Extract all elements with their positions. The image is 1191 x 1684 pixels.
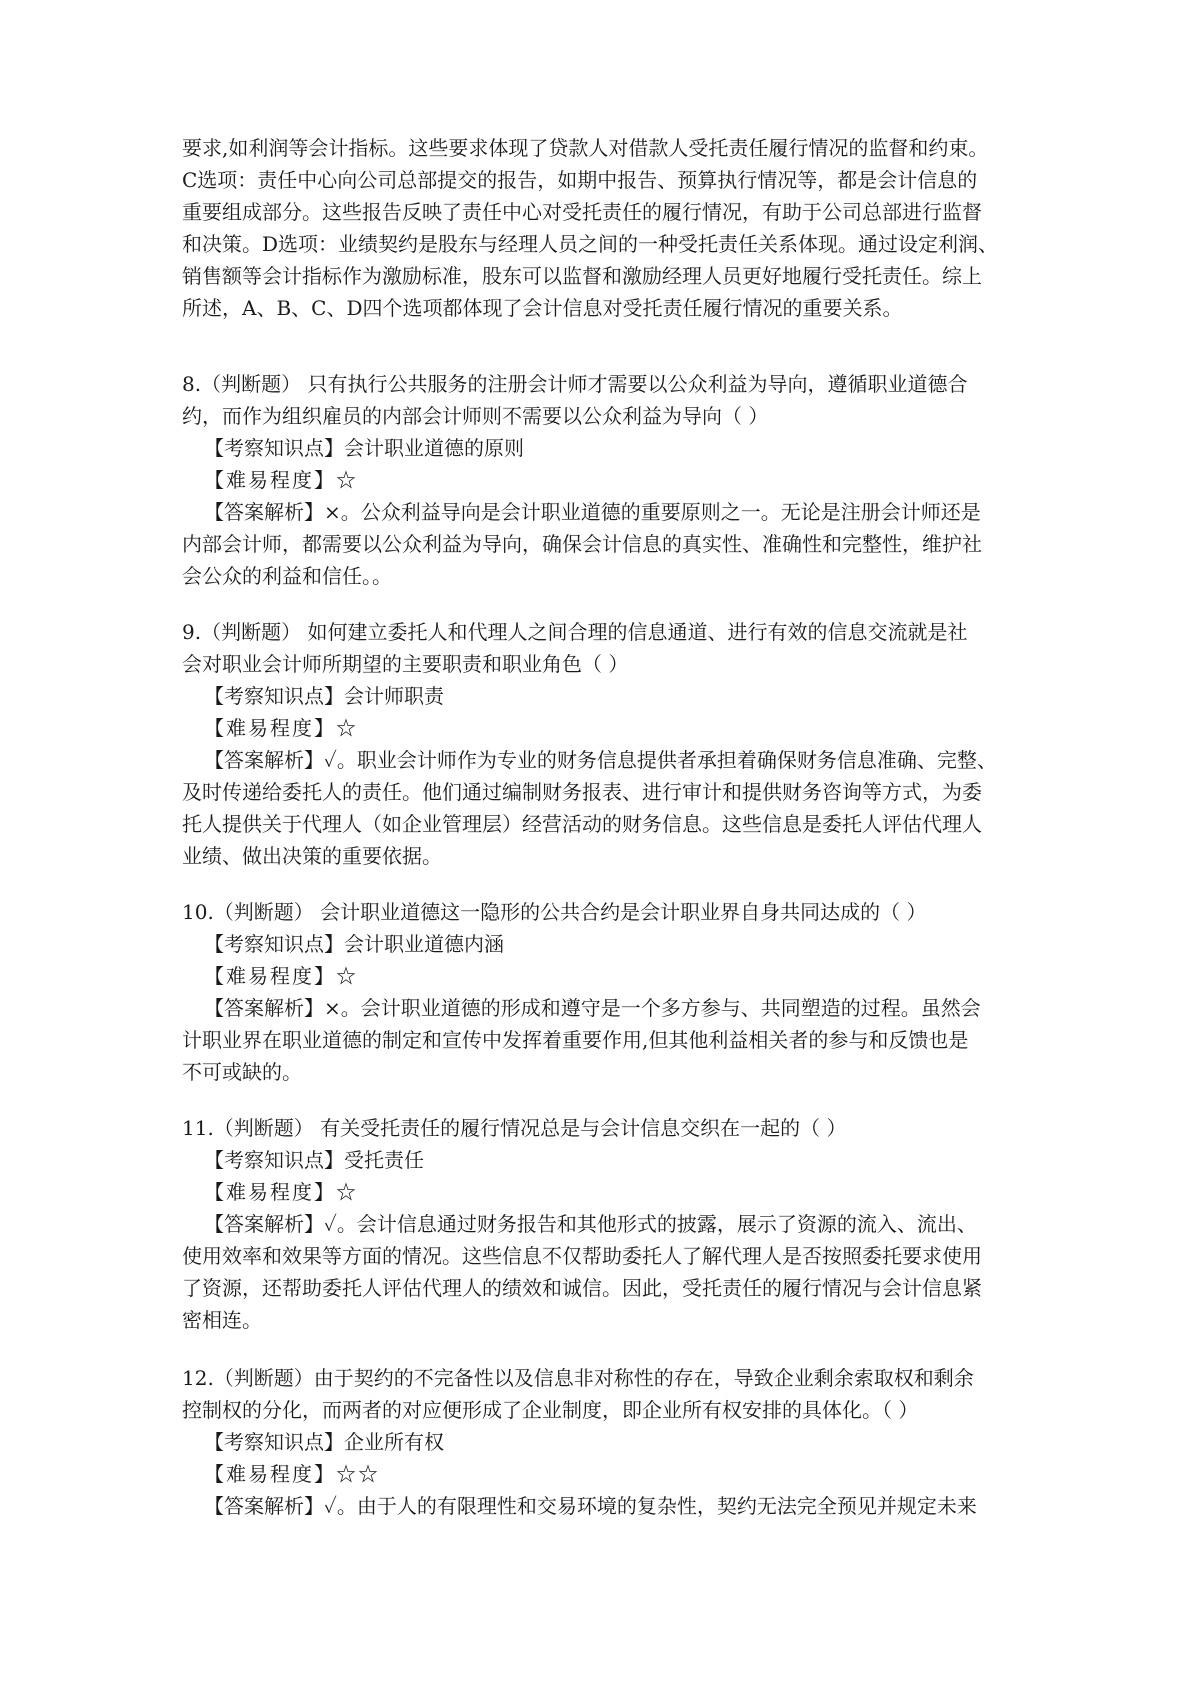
answer-analysis: 密相连。 bbox=[182, 1308, 262, 1332]
answer-analysis: 托人提供关于代理人（如企业管理层）经营活动的财务信息。这些信息是委托人评估代理人 bbox=[182, 812, 982, 836]
answer-analysis: 【答案解析】×。公众利益导向是会计职业道德的重要原则之一。无论是注册会计师还是 bbox=[204, 500, 981, 524]
question-text: 会对职业会计师所期望的主要职责和职业角色（ ） bbox=[182, 652, 629, 676]
question-text: 12.（判断题）由于契约的不完备性以及信息非对称性的存在，导致企业剩余索取权和剩余 bbox=[182, 1366, 974, 1390]
text-line: C选项：责任中心向公司总部提交的报告，如期中报告、预算执行情况等，都是会计信息的 bbox=[182, 168, 978, 192]
knowledge-point: 【考察知识点】会计职业道德的原则 bbox=[204, 436, 524, 460]
question-text: 8.（判断题） 只有执行公共服务的注册会计师才需要以公众利益为导向，遵循职业道德合 bbox=[182, 372, 968, 396]
question-text: 约，而作为组织雇员的内部会计师则不需要以公众利益为导向（ ） bbox=[182, 404, 769, 428]
text-line: 和决策。D选项：业绩契约是股东与经理人员之间的一种受托责任关系体现。通过设定利润、 bbox=[182, 232, 999, 256]
answer-analysis: 内部会计师，都需要以公众利益为导向，确保会计信息的真实性、准确性和完整性，维护社 bbox=[182, 532, 982, 556]
answer-analysis: 会公众的利益和信任。。 bbox=[182, 564, 392, 588]
answer-analysis: 【答案解析】✓。职业会计师作为专业的财务信息提供者承担着确保财务信息准确、完整、 bbox=[204, 748, 997, 772]
question-text: 9.（判断题） 如何建立委托人和代理人之间合理的信息通道、进行有效的信息交流就是社 bbox=[182, 620, 968, 644]
answer-analysis: 及时传递给委托人的责任。他们通过编制财务报表、进行审计和提供财务咨询等方式，为委 bbox=[182, 780, 982, 804]
answer-analysis: 【答案解析】×。会计职业道德的形成和遵守是一个多方参与、共同塑造的过程。虽然会 bbox=[204, 996, 981, 1020]
question-text: 控制权的分化，而两者的对应便形成了企业制度，即企业所有权安排的具体化。（ ） bbox=[182, 1398, 919, 1422]
knowledge-point: 【考察知识点】会计师职责 bbox=[204, 684, 444, 708]
text-line: 所述，A、B、C、D四个选项都体现了会计信息对受托责任履行情况的重要关系。 bbox=[182, 296, 903, 320]
text-line: 销售额等会计指标作为激励标准，股东可以监督和激励经理人员更好地履行受托责任。综上 bbox=[182, 264, 982, 288]
knowledge-point: 【考察知识点】企业所有权 bbox=[204, 1430, 444, 1454]
answer-analysis: 计职业界在职业道德的制定和宣传中发挥着重要作用,但其他利益相关者的参与和反馈也是 bbox=[182, 1028, 969, 1052]
text-line: 要求,如利润等会计指标。这些要求体现了贷款人对借款人受托责任履行情况的监督和约束。 bbox=[182, 136, 989, 160]
knowledge-point: 【考察知识点】受托责任 bbox=[204, 1148, 424, 1172]
answer-analysis: 了资源，还帮助委托人评估代理人的绩效和诚信。因此，受托责任的履行情况与会计信息紧 bbox=[182, 1276, 982, 1300]
difficulty-rating: 【难易程度】☆ bbox=[204, 468, 358, 492]
difficulty-rating: 【难易程度】☆ bbox=[204, 1180, 358, 1204]
question-text: 11.（判断题） 有关受托责任的履行情况总是与会计信息交织在一起的（ ） bbox=[182, 1116, 847, 1140]
answer-analysis: 【答案解析】✓。由于人的有限理性和交易环境的复杂性，契约无法完全预见并规定未来 bbox=[204, 1494, 977, 1518]
answer-analysis: 使用效率和效果等方面的情况。这些信息不仅帮助委托人了解代理人是否按照委托要求使用 bbox=[182, 1244, 982, 1268]
answer-analysis: 【答案解析】✓。会计信息通过财务报告和其他形式的披露，展示了资源的流入、流出、 bbox=[204, 1212, 977, 1236]
difficulty-rating: 【难易程度】☆ bbox=[204, 964, 358, 988]
question-text: 10.（判断题） 会计职业道德这一隐形的公共合约是会计职业界自身共同达成的（ ） bbox=[182, 900, 927, 924]
knowledge-point: 【考察知识点】会计职业道德内涵 bbox=[204, 932, 504, 956]
text-line: 重要组成部分。这些报告反映了责任中心对受托责任的履行情况，有助于公司总部进行监督 bbox=[182, 200, 982, 224]
difficulty-rating: 【难易程度】☆ bbox=[204, 716, 358, 740]
answer-analysis: 不可或缺的。 bbox=[182, 1060, 302, 1084]
answer-analysis: 业绩、做出决策的重要依据。 bbox=[182, 844, 442, 868]
difficulty-rating: 【难易程度】☆☆ bbox=[204, 1462, 380, 1486]
